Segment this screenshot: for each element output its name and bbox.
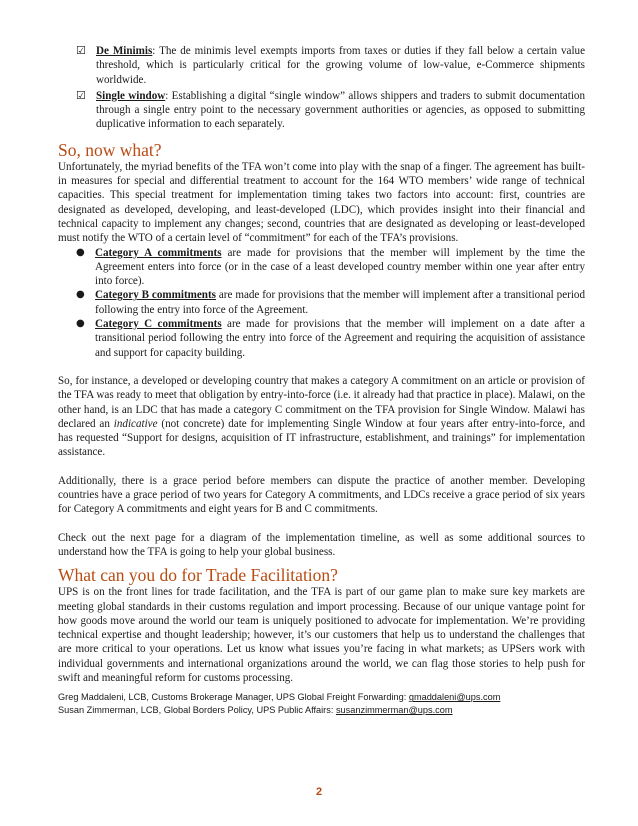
category-list: [58, 246, 585, 360]
page-number: 2: [315, 786, 323, 798]
email-link[interactable]: gmaddaleni@ups.com: [408, 692, 501, 703]
malawi-paragraph: [58, 374, 585, 460]
bullet-icon: ●: [76, 318, 85, 330]
checkbox-icon: ☑: [76, 44, 86, 57]
checklist-term: De Minimis: [96, 45, 153, 57]
malawi-text-after: (not concrete) date for implementing Single Window at four years after entry-into-force, and has requested “Support for designs, acquisition of IT infrastructure, establishment, and trainings” for implementation assistance.: [58, 417, 585, 459]
section-heading-now-what: So, now what?: [58, 139, 162, 160]
checklist-term: Single window: [96, 89, 166, 102]
checklist: [58, 44, 585, 132]
category-term: Category C commitments: [95, 318, 222, 331]
category-item-b: [58, 288, 585, 317]
contact-line: [58, 704, 585, 717]
spacer: [58, 360, 585, 374]
next-page-paragraph: Check out the next page for a diagram of the implementation timeline, as well as some additional sources to understand how the TFA is going to help your global business.: [58, 531, 585, 558]
category-item-c: [58, 317, 585, 360]
contact-label: Greg Maddaleni, LCB, Customs Brokerage Manager, UPS Global Freight Forwarding:: [58, 692, 409, 703]
malawi-text-before: So, for instance, a developed or developing country that makes a category A commitment on an article or provision of the TFA was ready to meet that obligation by entry-into-force (i.e. it already had that practice in place). Malawi, on the other hand, is an LDC that has made a category C commitment on the TFA provision for Single Window. Malawi has declared an: [58, 374, 585, 430]
checklist-text: : The de minimis level exempts imports from taxes or duties if they fall below a certain value threshold, which is particularly critical for the growing volume of low-value, e-Commerce shipments worldwide.: [96, 45, 586, 86]
contact-line: [58, 691, 585, 704]
category-text: are made for provisions that the member will implement on a date after a transitional period following the entry into force of the Agreement and requiring the acquisition of assistance and support for capacity building.: [95, 318, 585, 359]
ups-paragraph: UPS is on the front lines for trade facilitation, and the TFA is part of our game plan to make sure key markets are meeting global standards in their customs regulation and import processing. Because of our unique vantage point for how goods move around the world our team is uniquely positioned to advocate for implementation. We’re providing technical expertise and thought leadership; however, it’s our customers that help us to understand the challenges that are more critical to your operations. Let us know what issues you’re facing in what markets; as UPSers work with individual governments and international organizations around the world, we can flag those stories to help push for swift and meaningful reform for customs processing.: [58, 586, 585, 684]
category-term: Category A commitments: [95, 246, 222, 259]
intro-paragraph: Unfortunately, the myriad benefits of the TFA won’t come into play with the snap of a finger. The agreement has built-in measures for special and differential treatment to account for the 164 WTO members’ wide range of technical capacities. This special treatment for implementation timing takes two factors into account: first, countries are designated as developed, developing, and least-developed (LDC), which provides insight into their financial and technical capacity to implement any changes; second, countries that are designated as developing or least-developed must notify the WTO of a certain level of “commitment” for each of the TFA’s provisions.: [58, 160, 585, 245]
indicative-emphasis: indicative: [113, 417, 158, 430]
section-heading-trade-facilitation: What can you do for Trade Facilitation?: [58, 565, 338, 586]
contact-list: [58, 691, 585, 717]
category-term: Category B commitments: [95, 289, 216, 302]
grace-period-paragraph: Additionally, there is a grace period before members can dispute the practice of another member. Developing countries have a grace period of two years for Category A commitments, and LDCs receive a grace period of six years for Category A commitments and eight years for B and C commitments.: [58, 474, 585, 516]
contact-label: Susan Zimmerman, LCB, Global Borders Policy, UPS Public Affairs:: [58, 705, 336, 716]
category-text: are made for provisions that the member will implement by the time the Agreement enters into force (or in the case of a least developed country member within one year after entry into force).: [95, 246, 585, 288]
email-link[interactable]: susanzimmerman@ups.com: [335, 705, 453, 716]
category-text: are made for provisions that the member will implement after a transitional period following the entry into force of the Agreement.: [95, 289, 585, 316]
document-page: [58, 44, 585, 717]
checklist-item-de-minimis: [58, 44, 585, 87]
checklist-item-single-window: [58, 89, 585, 132]
checklist-text: : Establishing a digital “single window” allows shippers and traders to submit documentation through a single entry point to the necessary government authorities or agencies, as opposed to submitting duplicative information to each separately.: [96, 89, 585, 131]
checkbox-icon: ☑: [76, 88, 86, 102]
spacer: [58, 517, 585, 531]
spacer: [58, 460, 585, 474]
bullet-icon: ●: [76, 289, 85, 301]
bullet-icon: ●: [76, 246, 85, 258]
category-item-a: [58, 246, 585, 289]
